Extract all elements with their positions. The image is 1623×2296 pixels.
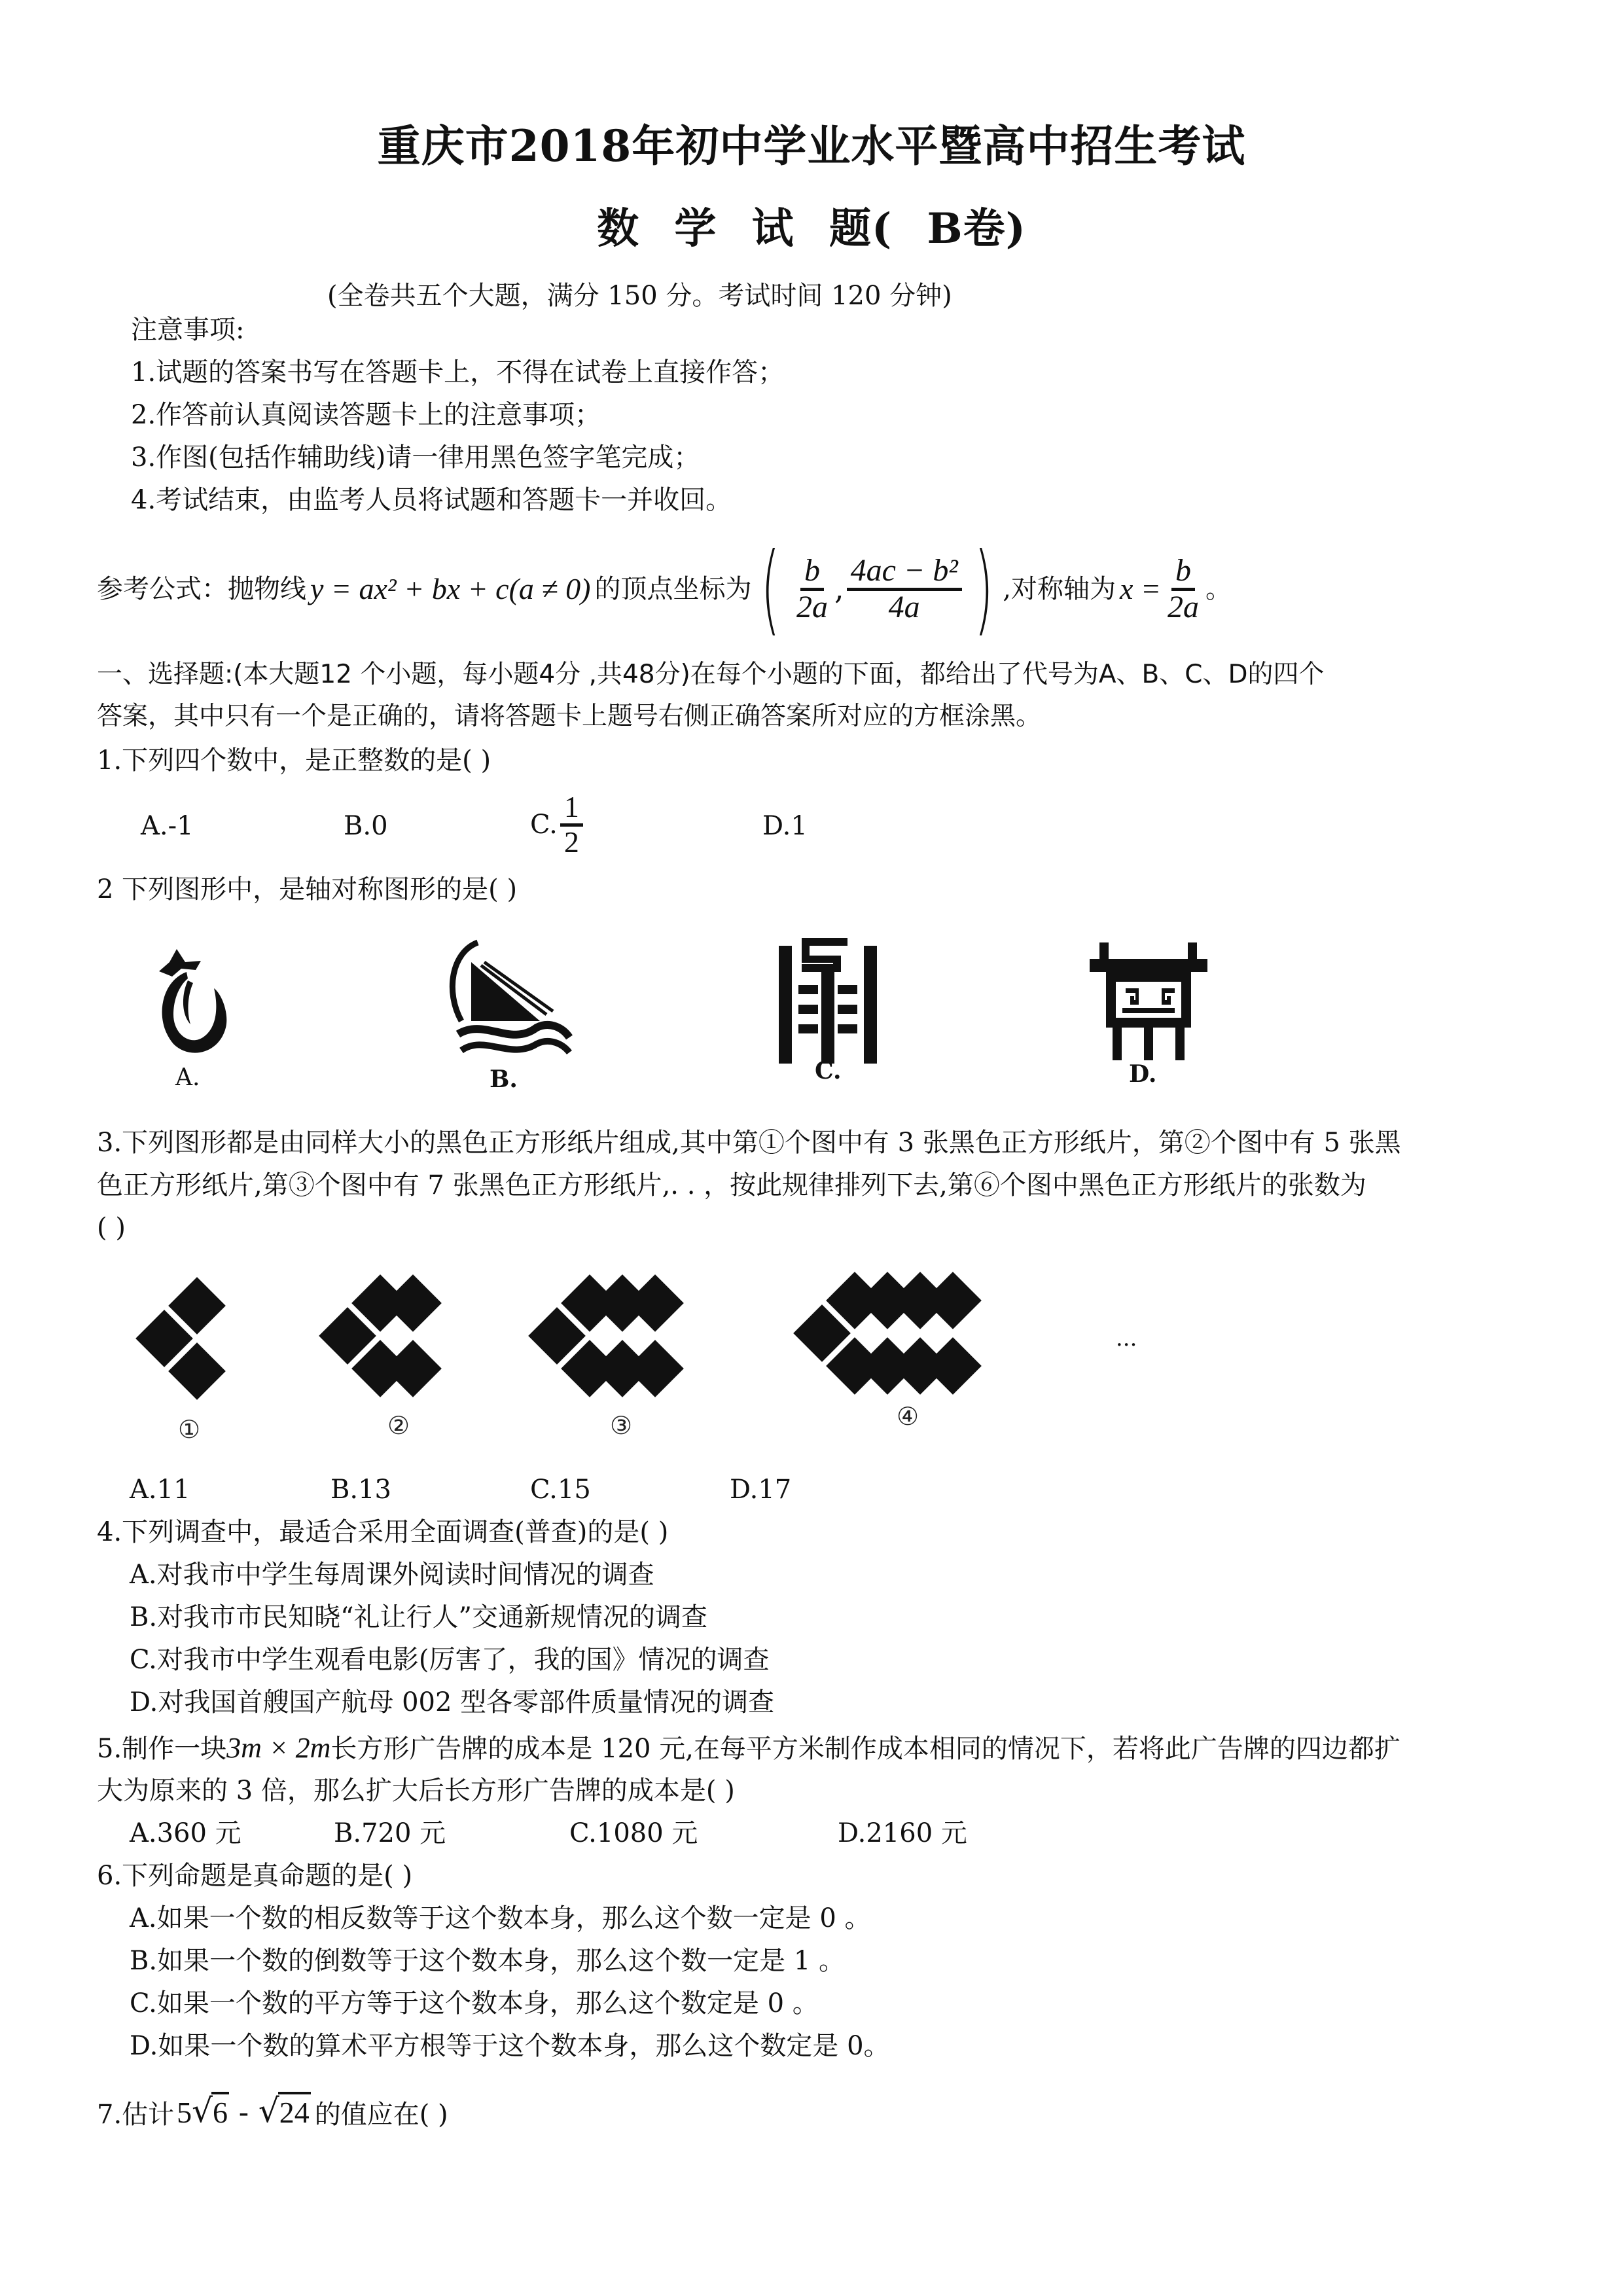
pattern-label-1: ① (178, 1415, 201, 1444)
axis-fraction (1164, 554, 1203, 624)
q7-radicand-2: 24 (278, 2092, 311, 2130)
one-half-fraction (560, 791, 583, 858)
q4-option-c[interactable]: C.对我市中学生观看电影(厉害了，我的国》情况的调查 (130, 1645, 770, 1675)
formula-axis-label: ,对称轴为 (1003, 574, 1116, 604)
seal-glyph-icon[interactable] (776, 933, 880, 1064)
vertex-x-numerator: b (800, 554, 824, 590)
q4-stem: 4.下列调查中，最适合采用全面调查(普查)的是( ) (97, 1517, 669, 1547)
q1-option-c[interactable] (530, 785, 586, 864)
formula-vertex-label: 的顶点坐标为 (594, 574, 752, 604)
vertex-y-fraction (847, 554, 962, 624)
exam-title: 重庆市2018年初中学业水平暨高中招生考试 (377, 120, 1246, 171)
q1-option-d[interactable] (762, 810, 808, 842)
fraction-numerator: 1 (560, 791, 583, 826)
formula-axis-eq: x = (1119, 572, 1161, 606)
option-label: B. (344, 811, 372, 841)
q4-option-a[interactable]: A.对我市中学生每周课外阅读时间情况的调查 (130, 1560, 654, 1590)
q3-option-c[interactable]: C.15 (530, 1475, 591, 1505)
ship-waves-logo-icon[interactable] (432, 936, 582, 1060)
notice-item-1: 1.试题的答案书写在答题卡上，不得在试卷上直接作答； (131, 357, 785, 387)
q6-stem: 6.下列命题是真命题的是( ) (97, 1861, 413, 1891)
q5-stem-line1 (97, 1731, 1400, 1766)
sqrt-icon: √ (192, 2092, 213, 2130)
q6-option-c[interactable]: C.如果一个数的平方等于这个数本身，那么这个数定是 0 。 (130, 1988, 819, 2018)
pattern-ellipsis: ··· (1116, 1332, 1137, 1358)
vertex-x-denominator: 2a (796, 589, 828, 624)
q2-label-a: A. (175, 1064, 200, 1091)
q7-minus: - (229, 2094, 259, 2130)
q5-stem-pre: 5.制作一块 (97, 1734, 227, 1764)
reference-formula: 参考公式：抛物线 y = ax² + bx + c(a ≠ 0) 的顶点坐标为 ( $\frac{b}{2a}$ , $\frac{\text{4ac − b²}}{4a}$ ) ,对称轴为 x = $\frac{b}{2a}$ 。 (97, 532, 1232, 646)
formula-end: 。 (1205, 574, 1232, 604)
right-paren-icon: ) (974, 532, 993, 646)
q7-stem (97, 2091, 448, 2130)
q5-stem-post: 长方形广告牌的成本是 120 元,在每平方米制作成本相同的情况下，若将此广告牌的四边都扩 (330, 1734, 1400, 1764)
option-label: D. (762, 811, 791, 841)
option-label: A. (141, 811, 168, 841)
option-value: 1 (791, 811, 808, 841)
q5-stem-math: 3m × 2m (226, 1732, 331, 1764)
q3-option-a[interactable]: A.11 (130, 1475, 190, 1505)
notice-item-4: 4.考试结束，由监考人员将试题和答题卡一并收回。 (131, 485, 732, 515)
axis-denominator: 2a (1167, 589, 1199, 624)
q2-label-b: B. (490, 1066, 518, 1093)
option-value: 0 (371, 811, 388, 841)
swirl-logo-icon[interactable] (141, 942, 239, 1060)
q7-radicand-1: 6 (211, 2092, 229, 2130)
q3-option-d[interactable]: D.17 (730, 1475, 792, 1505)
q6-option-b[interactable]: B.如果一个数的倒数等于这个数本身，那么这个数一定是 1 。 (130, 1946, 845, 1976)
q3-option-b[interactable]: B.13 (330, 1475, 392, 1505)
section-heading-line1: 一、选择题:(本大题12 个小题，每小题4分 ,共48分)在每个小题的下面，都给出了代号为A、B、C、D的四个 (97, 660, 1325, 689)
pattern-label-2: ② (387, 1411, 410, 1440)
axis-numerator: b (1171, 554, 1195, 590)
q5-stem-line2: 大为原来的 3 倍，那么扩大后长方形广告牌的成本是( ) (97, 1776, 735, 1806)
ding-vessel-glyph-icon[interactable] (1090, 942, 1207, 1060)
q2-label-d: D. (1129, 1060, 1157, 1088)
vertex-x-fraction (793, 554, 832, 624)
pattern-label-4: ④ (897, 1402, 919, 1431)
q3-stem-line2: 色正方形纸片,第③个图中有 7 张黑色正方形纸片,. . ，按此规律排列下去,第⑥个图中黑色正方形纸片的张数为 (97, 1170, 1366, 1200)
q2-label-c: C. (815, 1057, 842, 1085)
notice-item-3: 3.作图(包括作辅助线)请一律用黑色签字笔完成； (131, 442, 700, 473)
formula-prefix: 参考公式：抛物线 (97, 574, 306, 604)
formula-equation: y = ax² + bx + c(a ≠ 0) (310, 572, 591, 606)
vertex-y-denominator: 4a (888, 589, 920, 624)
q4-option-b[interactable]: B.对我市市民知晓“礼让行人”交通新规情况的调查 (130, 1602, 708, 1632)
q5-option-a[interactable]: A.360 元 (130, 1818, 241, 1848)
q1-option-a[interactable] (141, 810, 194, 842)
q5-option-c[interactable]: C.1080 元 (569, 1818, 698, 1848)
q6-option-a[interactable]: A.如果一个数的相反数等于这个数本身，那么这个数一定是 0 。 (130, 1903, 871, 1933)
q5-option-b[interactable]: B.720 元 (334, 1818, 446, 1848)
left-paren-icon: ( (761, 532, 781, 646)
q6-option-d[interactable]: D.如果一个数的算术平方根等于这个数本身，那么这个数定是 0。 (130, 2031, 890, 2061)
notice-heading: 注意事项: (131, 315, 245, 345)
option-label: C. (530, 810, 558, 840)
q2-stem: 2 下列图形中，是轴对称图形的是( ) (97, 874, 518, 905)
q3-stem-line1: 3.下列图形都是由同样大小的黑色正方形纸片组成,其中第①个图中有 3 张黑色正方形纸片，第②个图中有 5 张黑 (97, 1128, 1401, 1158)
q5-option-d[interactable]: D.2160 元 (838, 1818, 967, 1848)
section-heading-line2: 答案，其中只有一个是正确的，请将答题卡上题号右侧正确答案所对应的方框涂黑。 (97, 702, 1042, 731)
option-value: -1 (168, 811, 194, 841)
q4-option-d[interactable]: D.对我国首艘国产航母 002 型各零部件质量情况的调查 (130, 1687, 775, 1717)
q3-stem-line3: ( ) (97, 1213, 126, 1243)
pattern-label-3: ③ (610, 1411, 633, 1440)
q3-pattern-figure (118, 1263, 1165, 1453)
fraction-denominator: 2 (563, 825, 579, 859)
notice-item-2: 2.作答前认真阅读答题卡上的注意事项； (131, 400, 601, 430)
exam-meta: (全卷共五个大题，满分 150 分。考试时间 120 分钟) (327, 281, 952, 311)
q7-stem-pre: 7.估计 (97, 2100, 175, 2130)
q1-stem: 1.下列四个数中，是正整数的是( ) (97, 745, 491, 776)
exam-subtitle: 数 学 试 题( B卷) (597, 204, 1026, 253)
vertex-y-numerator: 4ac − b² (847, 554, 962, 590)
q1-option-b[interactable] (344, 810, 388, 842)
sqrt-icon: √ (258, 2092, 279, 2130)
q7-stem-post: 的值应在( ) (314, 2100, 448, 2130)
q7-coefficient: 5 (177, 2095, 192, 2129)
